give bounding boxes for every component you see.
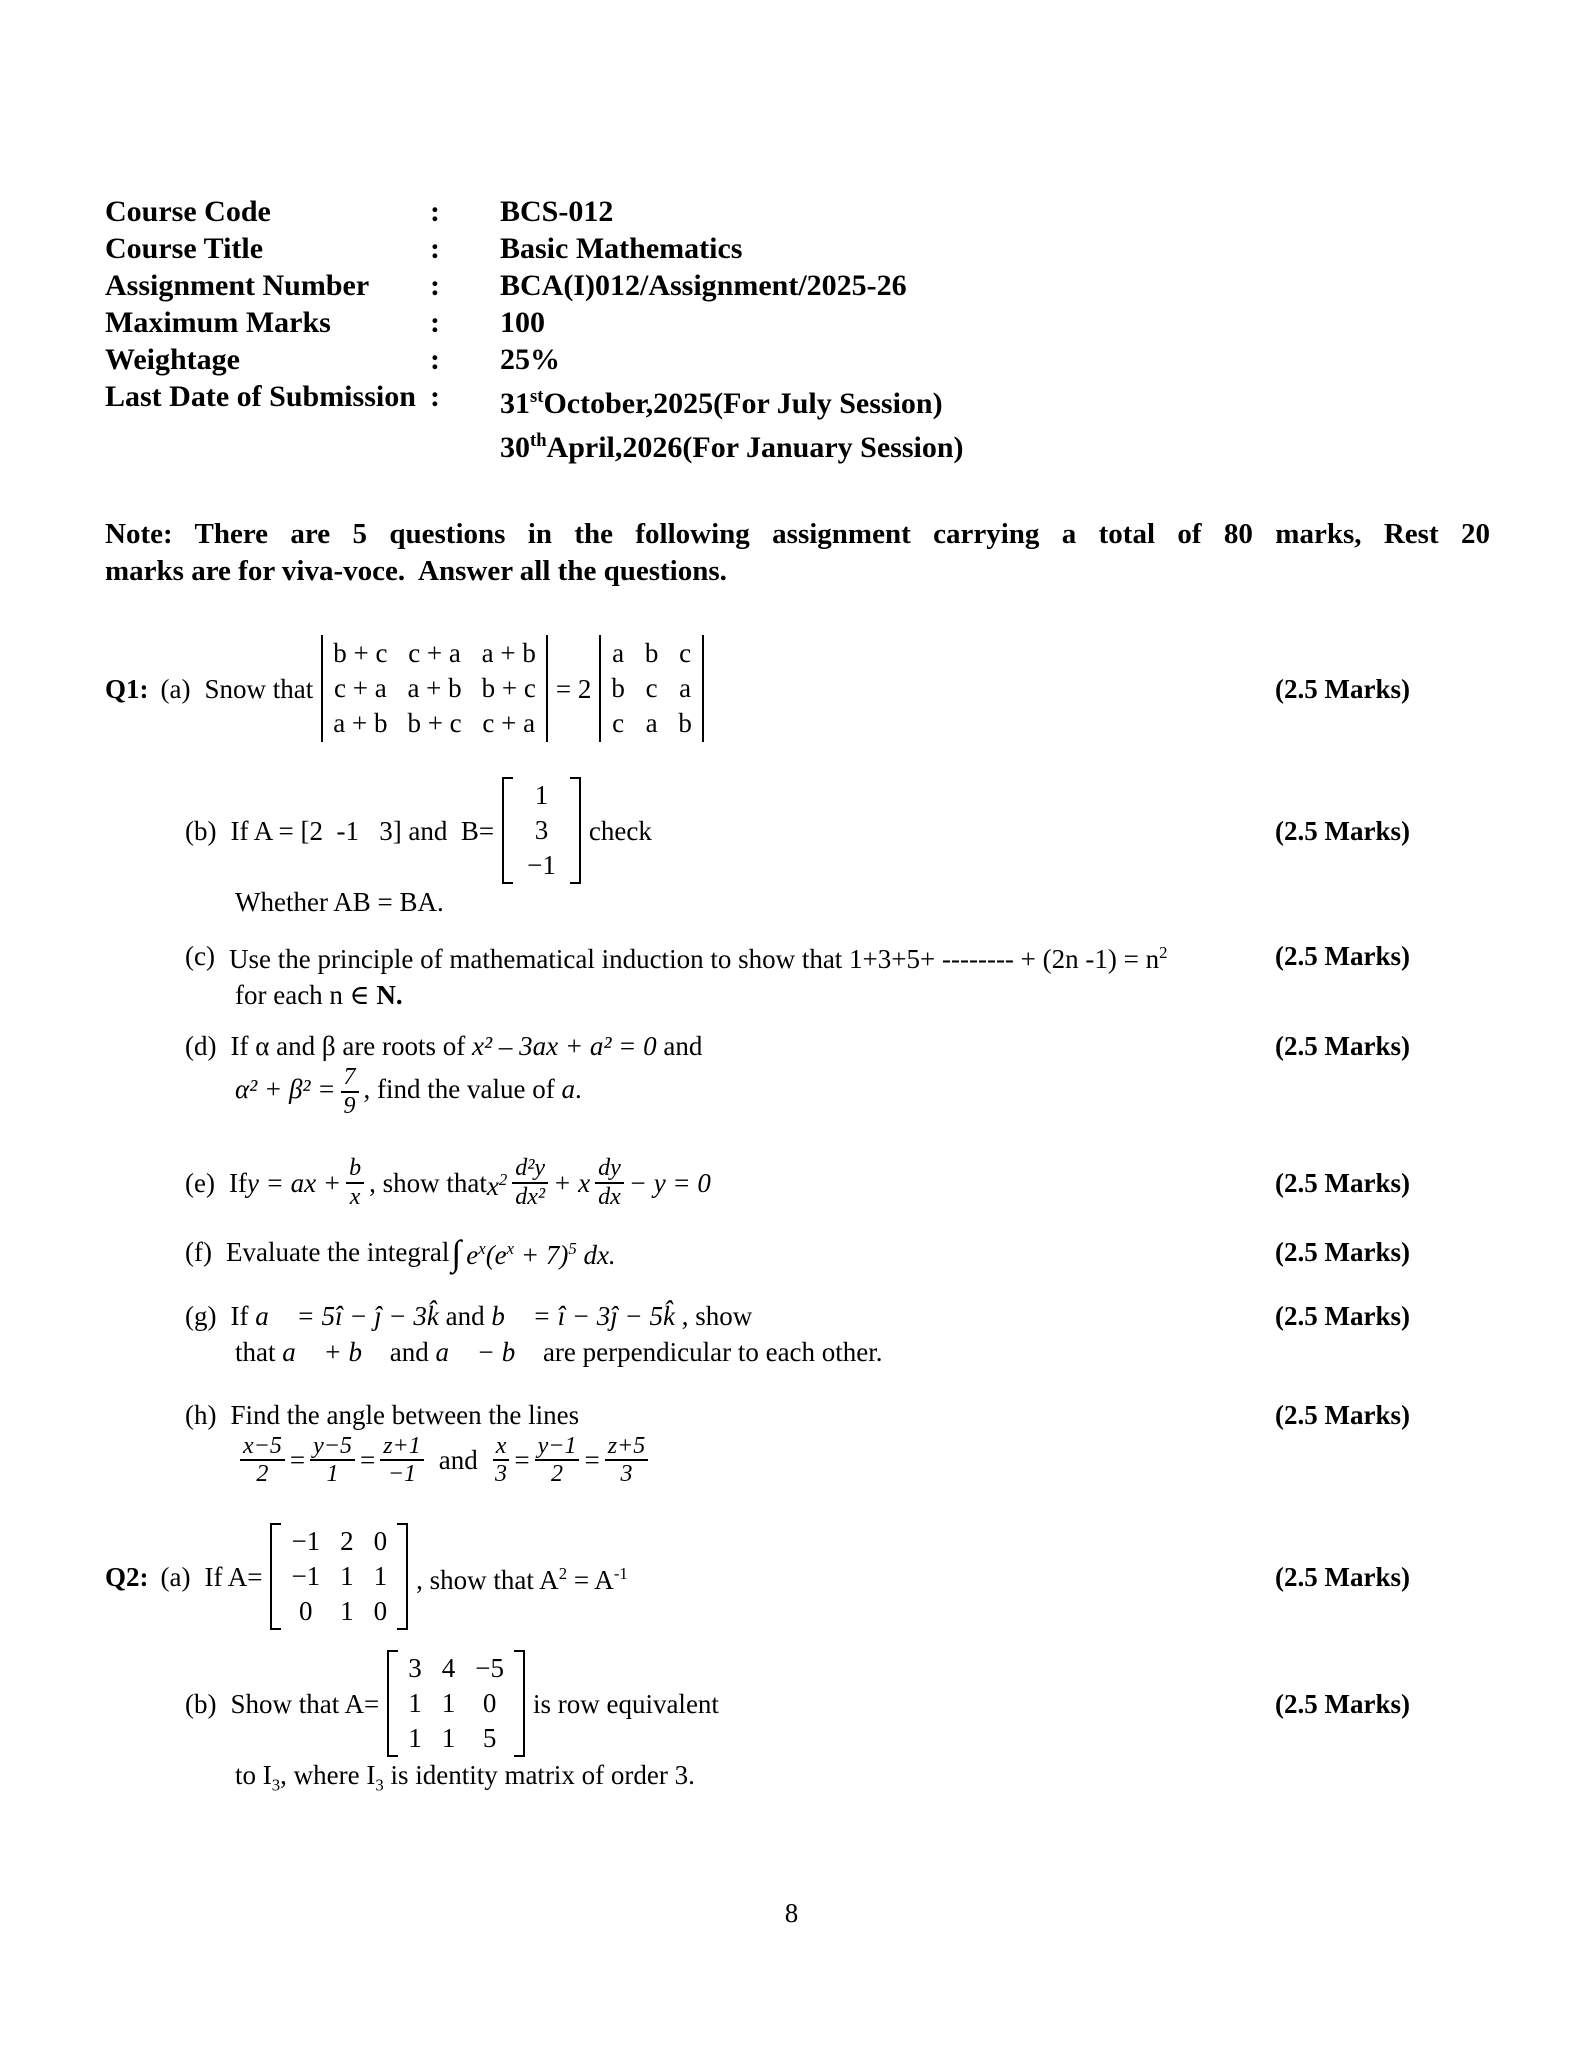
fraction-y5-1: $\frac{y-5}{1}$: [310, 1433, 355, 1489]
question-q1b: [105, 777, 1490, 920]
q2b-line-2: to $I_3$, where $I_3$ is identity matrix of order 3.: [235, 1760, 695, 1795]
q1b-line-2: Whether AB = BA.: [235, 887, 444, 917]
header-row-course-code: [105, 193, 1490, 230]
determinant-rhs: [599, 635, 704, 742]
det-bar-right: [702, 635, 704, 742]
marks-badge: (2.5 Marks): [1275, 1561, 1410, 1592]
q1c-body: [105, 935, 1167, 977]
fraction-d2y-dx2: $\frac{\text{d²y}}{\text{dx²}}$: [512, 1155, 548, 1211]
q2a-text-2: , show that $A^2 = A^{-1}$: [416, 1563, 628, 1595]
q1h-body: [105, 1397, 579, 1433]
q2b-text: Show that A=: [230, 1688, 380, 1719]
matrix-a: [270, 1523, 408, 1630]
fraction-b-x: $\frac{b}{x}$: [346, 1155, 364, 1211]
matrix-cells: −1 2 0 −1 1 1 0 1 0: [291, 1526, 388, 1627]
q1e-text: If: [228, 1167, 247, 1198]
part-label: (a): [160, 673, 191, 704]
q1b-row: [105, 777, 1490, 884]
q2b-body: [105, 1650, 719, 1757]
bracket-right: [397, 1523, 408, 1630]
bracket-left: [502, 777, 513, 884]
field-value: 100: [500, 306, 545, 339]
integral-sign: ∫: [451, 1232, 462, 1273]
page-content: [105, 0, 1490, 1804]
note-line-1: Note: There are 5 questions in the following assignment carrying a total of 80 marks, Rest 20: [105, 518, 1490, 550]
header-row-last-date-2: [105, 422, 1490, 466]
header-row-maximum-marks: [105, 304, 1490, 341]
question-q1h: [105, 1397, 1490, 1489]
course-info-block: [105, 193, 1490, 466]
q1b-text-2: check: [588, 815, 652, 846]
q1g-line-2: that a⃗ + b⃗ and a⃗ − b⃗ are perpendicular to each other.: [235, 1336, 883, 1367]
field-value: BCA(I)012/Assignment/2025-26: [500, 269, 907, 302]
q1d-row: [105, 1028, 1490, 1064]
question-number: Q1:: [105, 673, 149, 704]
q1h-row: [105, 1397, 1490, 1433]
marks-badge: (2.5 Marks): [1275, 815, 1410, 846]
part-label: (g): [185, 1300, 217, 1331]
field-value: Basic Mathematics: [500, 232, 743, 265]
question-q1g: [105, 1298, 1490, 1370]
matrix-a2: [387, 1650, 525, 1757]
matrix-cells: 1 3 −1: [527, 780, 556, 880]
det-cells: b + c c + a a + b c + a a + b b + c a + b b + c c + a: [333, 638, 536, 738]
q1g-text: If a⃗ = 5î − ĵ − 3k̂ and b⃗ = î − 3ĵ − 5k̂ , show: [230, 1300, 753, 1331]
question-q2b: [105, 1650, 1490, 1803]
marks-badge: (2.5 Marks): [1275, 1688, 1410, 1719]
header-row-course-title: [105, 230, 1490, 267]
marks-badge: (2.5 Marks): [1275, 1167, 1410, 1198]
page-number: 8: [784, 1898, 799, 1928]
part-label: (f): [185, 1236, 212, 1267]
part-label: (e): [185, 1167, 215, 1198]
q1a-text: Snow that: [204, 673, 314, 704]
field-colon: :: [430, 232, 440, 265]
q1a-row: [105, 635, 1490, 742]
header-row-last-date: [105, 378, 1490, 422]
q1g-body: [105, 1298, 752, 1334]
field-label: [105, 422, 430, 466]
field-value: 31stOctober,2025(For July Session): [500, 386, 943, 420]
q1c-row: [105, 935, 1490, 977]
field-colon: :: [430, 195, 440, 228]
question-q1c: [105, 935, 1490, 1013]
equals-2: = 2: [555, 673, 592, 704]
field-colon: :: [430, 306, 440, 339]
marks-badge: (2.5 Marks): [1275, 941, 1410, 971]
q1e-row: [105, 1155, 1490, 1211]
bracket-right: [514, 1650, 525, 1757]
q1f-integrand: $e^x(e^x + 7)^5$ dx.: [466, 1238, 616, 1270]
marks-badge: (2.5 Marks): [1275, 1031, 1410, 1061]
field-value: 30thApril,2026(For January Session): [500, 430, 964, 464]
note-paragraph: [105, 516, 1490, 590]
field-label: Weightage: [105, 343, 240, 376]
field-colon: [430, 422, 500, 466]
q1d-text: If α and β are roots of x² – 3ax + a² = 0 and: [230, 1031, 703, 1061]
fraction-dy-dx: $\frac{dy}{dx}$: [595, 1155, 624, 1211]
fraction-z1-m1: $\frac{z+1}{-1}$: [380, 1433, 424, 1489]
q1g-row: [105, 1298, 1490, 1334]
field-colon: :: [430, 380, 440, 413]
q1c-text: Use the principle of mathematical induction to show that 1+3+5+ -------- + (2n $-1) = n^2$: [228, 943, 1168, 974]
q1f-row: [105, 1231, 1490, 1273]
q2a-row: [105, 1523, 1490, 1630]
matrix-b: [502, 777, 581, 884]
q2b-row: [105, 1650, 1490, 1757]
q1b-body: [105, 777, 652, 884]
marks-badge: (2.5 Marks): [1275, 1300, 1410, 1331]
part-label: (a): [160, 1561, 191, 1592]
q1h-line-2: $\frac{x-5}{2}$ = $\frac{y-5}{1}$ = $\frac{z+1}{-1}$ and $\frac{x}{3}$ = $\frac{y-1}{2}$ = $\frac{z+5}{3}$: [105, 1433, 1490, 1489]
fraction-x-3: $\frac{x}{3}$: [493, 1433, 510, 1489]
q1h-text: Find the angle between the lines: [230, 1399, 580, 1430]
q1c-line-2: for each n ∈ N.: [235, 980, 403, 1010]
question-q1d: [105, 1028, 1490, 1120]
det-cells: a b c b c a c a b: [611, 638, 692, 738]
q2a-text: If A=: [204, 1561, 263, 1592]
q1f-text: Evaluate the integral: [225, 1236, 450, 1267]
field-value: BCS-012: [500, 195, 614, 228]
header-row-assignment-number: [105, 267, 1490, 304]
determinant-lhs: [321, 635, 548, 742]
q2b-text-2: is row equivalent: [532, 1688, 719, 1719]
question-number: Q2:: [105, 1561, 149, 1592]
part-label: (d): [185, 1031, 217, 1061]
fraction-x5-2: $\frac{x-5}{2}$: [240, 1433, 285, 1489]
field-label: Course Code: [105, 195, 271, 228]
matrix-cells: 3 4 −5 1 1 0 1 1 5: [408, 1653, 504, 1754]
field-label: Last Date of Submission: [105, 380, 416, 413]
part-label: (c): [185, 941, 215, 971]
note-line-2: marks are for viva-voce. Answer all the questions.: [105, 555, 727, 587]
q1b-text: If A = [2 -1 3] and B=: [230, 815, 495, 846]
header-row-weightage: [105, 341, 1490, 378]
part-label: (b): [185, 1688, 217, 1719]
field-value: 25%: [500, 343, 560, 376]
q1d-body: [105, 1028, 702, 1064]
field-colon: :: [430, 343, 440, 376]
marks-badge: (2.5 Marks): [1275, 1236, 1410, 1267]
field-colon: :: [430, 269, 440, 302]
question-q1e: [105, 1155, 1490, 1211]
part-label: (h): [185, 1399, 217, 1430]
question-q1a: [105, 635, 1490, 742]
field-label: Maximum Marks: [105, 306, 331, 339]
q1d-line-2: α² + β² = $\frac{7}{9}$ , find the value of a.: [235, 1064, 582, 1119]
marks-badge: (2.5 Marks): [1275, 673, 1410, 704]
q2a-body: [105, 1523, 628, 1630]
part-label: (b): [185, 815, 217, 846]
fraction-7-9: $\frac{7}{9}$: [341, 1064, 359, 1120]
q1f-body: [105, 1231, 616, 1273]
bracket-right: [570, 777, 581, 884]
fraction-z5-3: $\frac{z+5}{3}$: [605, 1433, 649, 1489]
det-bar-right: [546, 635, 548, 742]
field-label: Course Title: [105, 232, 264, 265]
bracket-left: [270, 1523, 281, 1630]
q1e-body: (e) If y = ax + $\frac{b}{x}$ , show that $x^2$ $\frac{\text{d²y}}{\text{dx²}}$ + x $\frac{dy}{dx}$ − y = 0: [185, 1154, 711, 1210]
bracket-left: [387, 1650, 398, 1757]
question-q2a: [105, 1523, 1490, 1630]
field-label: Assignment Number: [105, 269, 370, 302]
question-q1f: [105, 1231, 1490, 1273]
marks-badge: (2.5 Marks): [1275, 1399, 1410, 1430]
fraction-y1-2: $\frac{y-1}{2}$: [535, 1433, 580, 1489]
q1a-body: [105, 635, 712, 742]
